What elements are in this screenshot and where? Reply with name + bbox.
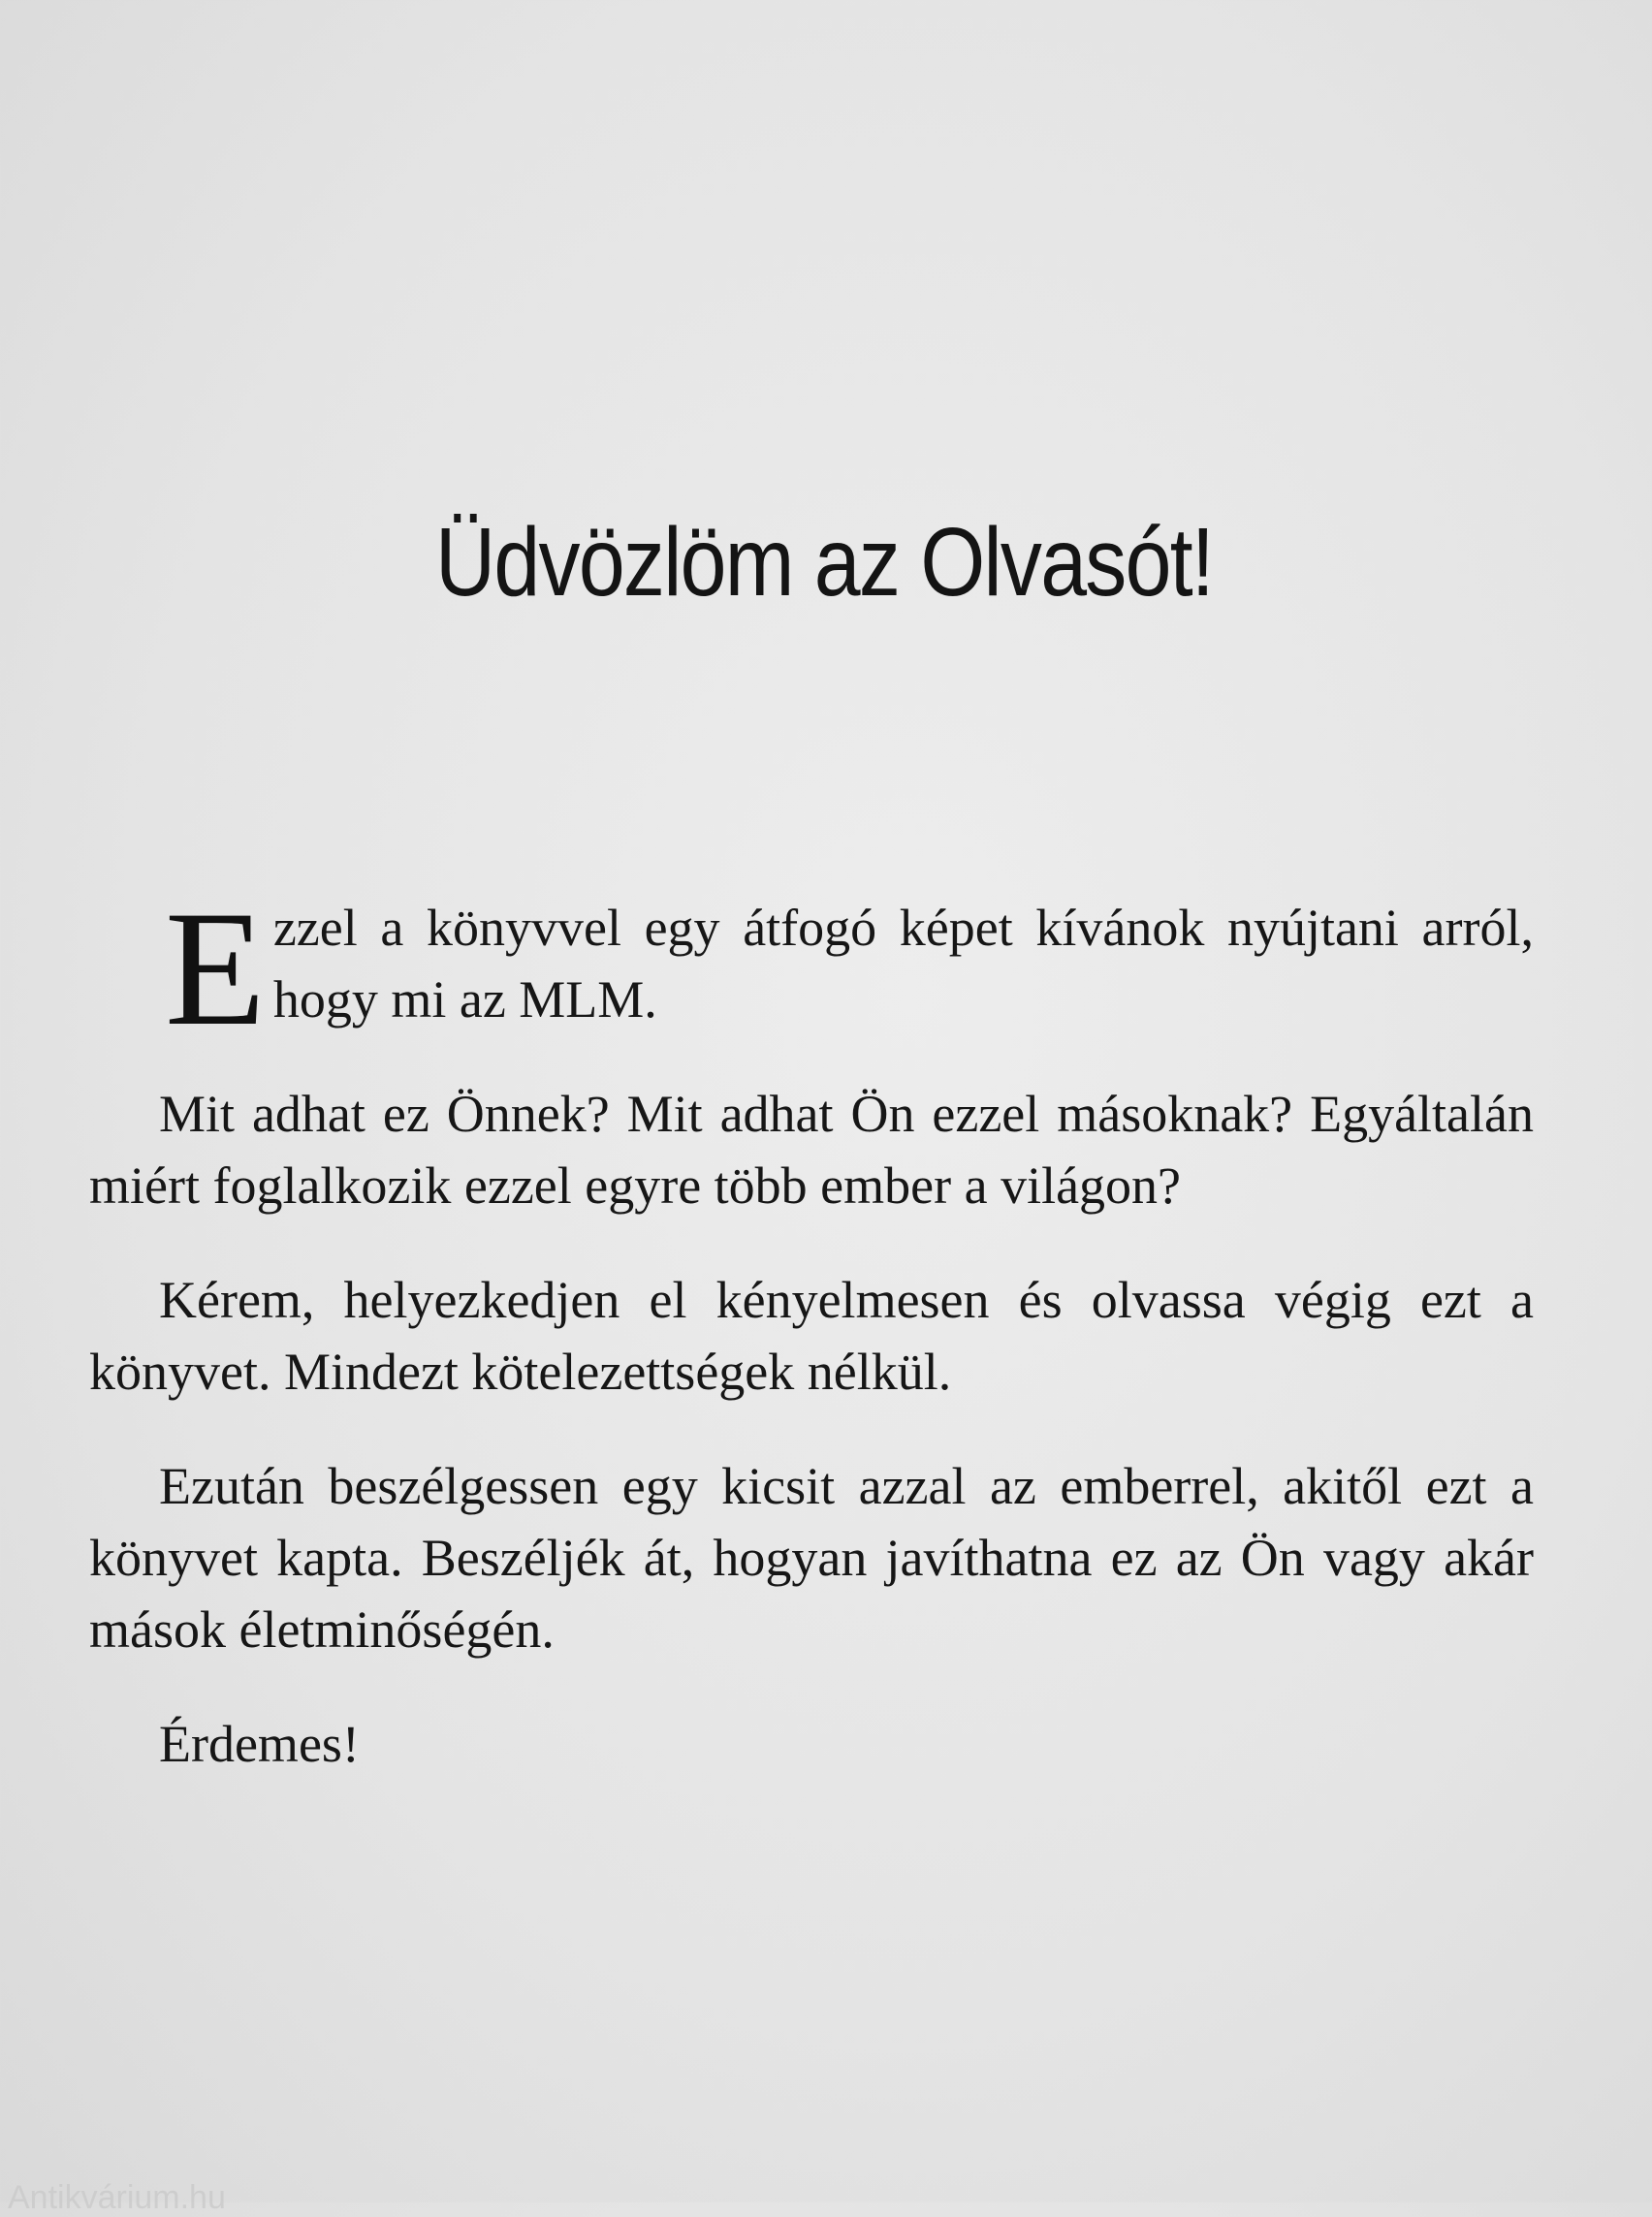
paragraph-1-text: zzel a könyvvel egy átfogó képet kívánok nyújtani arról, hogy mi az MLM.: [272, 899, 1534, 1029]
paragraph-5: Érdemes!: [159, 1715, 360, 1773]
drop-cap: E: [165, 877, 266, 1060]
paragraph-1: [89, 877, 1534, 1060]
page-title: Üdvözlöm az Olvasót!: [435, 508, 1214, 617]
paragraph-4: Ezután beszélgessen egy kicsit azzal az emberrel, akitől ezt a könyvet kapta. Beszéljék át, hogyan javíthatna ez az Ön vagy akár mások életminőségén.: [89, 1457, 1534, 1659]
paragraph-2: Mit adhat ez Önnek? Mit adhat Ön ezzel másoknak? Egyáltalán miért foglalkozik ezzel egyre több ember a világon?: [89, 1085, 1534, 1215]
body-text: [89, 877, 1534, 1822]
paragraph-3: Kérem, helyezkedjen el kényelmesen és olvassa végig ezt a könyvet. Mindezt kötelezettségek nélkül.: [89, 1271, 1534, 1401]
watermark: Antikvárium.hu: [8, 2179, 226, 2216]
